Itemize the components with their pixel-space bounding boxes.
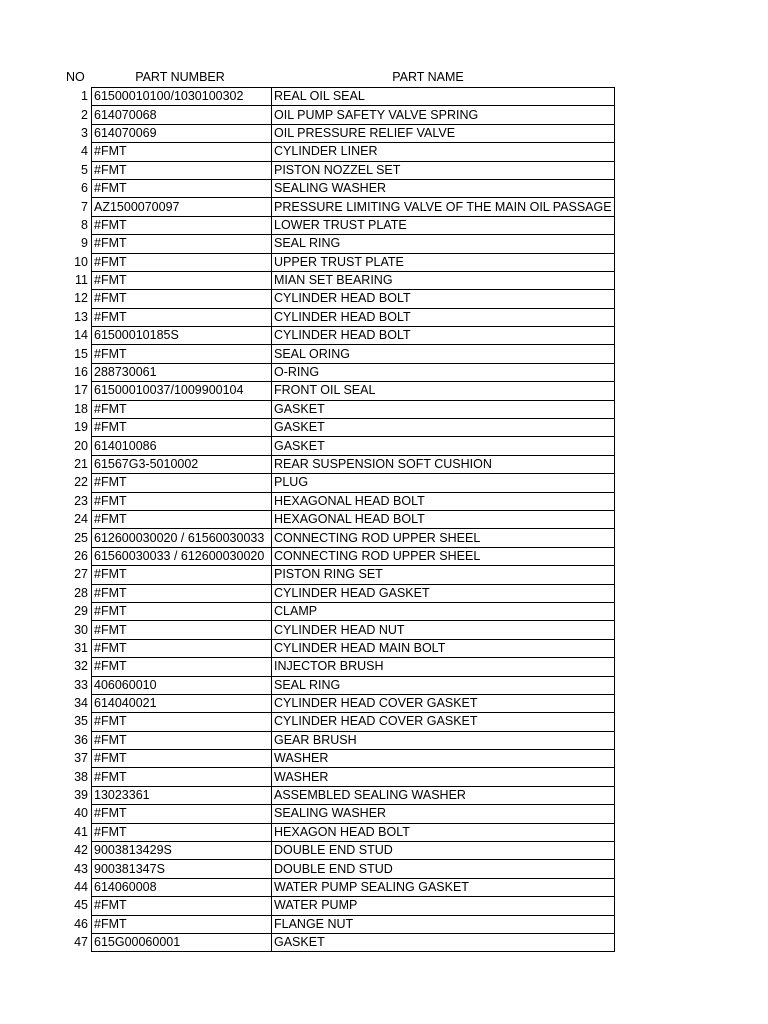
table-row — [60, 566, 614, 584]
table-row — [60, 198, 614, 216]
row-number: 16 — [74, 365, 88, 380]
part-name-cell: INJECTOR BRUSH — [272, 658, 615, 676]
part-number-cell: 614070068 — [92, 106, 272, 124]
row-number: 46 — [74, 916, 88, 931]
table-row — [60, 253, 614, 271]
row-number: 27 — [74, 567, 88, 582]
table-row — [60, 823, 614, 841]
row-number: 43 — [74, 861, 88, 876]
table-row — [60, 933, 614, 951]
table-row — [60, 474, 614, 492]
parts-sheet — [60, 69, 615, 952]
row-number: 21 — [74, 457, 88, 471]
part-name-cell: CONNECTING ROD UPPER SHEEL — [272, 547, 615, 565]
part-number-cell: #FMT — [92, 492, 272, 510]
row-number: 42 — [74, 843, 88, 858]
part-name-cell: O-RING — [272, 363, 615, 381]
part-name-cell: CYLINDER HEAD BOLT — [272, 308, 615, 326]
part-number-cell: #FMT — [92, 474, 272, 492]
table-row — [60, 547, 614, 565]
table-row — [60, 639, 614, 657]
row-number: 40 — [74, 806, 88, 821]
table-row — [60, 529, 614, 547]
table-row — [60, 731, 614, 749]
part-number-cell: #FMT — [92, 915, 272, 933]
part-number-cell: #FMT — [92, 805, 272, 823]
table-row — [60, 492, 614, 510]
part-name-cell: CYLINDER HEAD GASKET — [272, 584, 615, 602]
part-number-cell: #FMT — [92, 235, 272, 253]
part-name-cell: WASHER — [272, 750, 615, 768]
table-row — [60, 419, 614, 437]
part-name-cell: FLANGE NUT — [272, 915, 615, 933]
row-number: 18 — [74, 401, 88, 416]
part-number-cell: #FMT — [92, 179, 272, 197]
part-number-cell: 406060010 — [92, 676, 272, 694]
part-name-cell: LOWER TRUST PLATE — [272, 216, 615, 234]
row-number: 17 — [74, 383, 88, 398]
table-row — [60, 602, 614, 620]
row-number: 45 — [74, 898, 88, 913]
table-row — [60, 363, 614, 381]
row-number: 44 — [74, 879, 88, 894]
part-number-cell: #FMT — [92, 731, 272, 749]
table-row — [60, 805, 614, 823]
table-row — [60, 510, 614, 528]
table-row — [60, 713, 614, 731]
row-number: 35 — [74, 714, 88, 729]
part-number-cell: 61500010185S — [92, 327, 272, 345]
row-number: 7 — [81, 199, 88, 214]
part-number-cell: #FMT — [92, 566, 272, 584]
table-row — [60, 143, 614, 161]
part-number-cell: #FMT — [92, 823, 272, 841]
table-row — [60, 584, 614, 602]
part-number-cell: #FMT — [92, 345, 272, 363]
table-row — [60, 106, 614, 124]
part-name-cell: SEALING WASHER — [272, 179, 615, 197]
part-number-cell: #FMT — [92, 271, 272, 289]
header-no: NO — [66, 70, 85, 84]
row-number: 24 — [74, 512, 88, 527]
table-row — [60, 658, 614, 676]
row-number: 20 — [74, 438, 88, 453]
table-row — [60, 878, 614, 896]
row-number: 41 — [74, 824, 88, 839]
row-number: 4 — [81, 144, 88, 159]
part-name-cell: CYLINDER LINER — [272, 143, 615, 161]
part-name-cell: REAR SUSPENSION SOFT CUSHION — [272, 455, 615, 473]
part-number-cell: #FMT — [92, 400, 272, 418]
table-row — [60, 897, 614, 915]
table-row — [60, 161, 614, 179]
part-number-cell: 615G00060001 — [92, 933, 272, 951]
row-number: 11 — [75, 273, 88, 288]
table-row — [60, 437, 614, 455]
table-row — [60, 382, 614, 400]
part-name-cell: GASKET — [272, 437, 615, 455]
row-number: 36 — [74, 732, 88, 747]
part-name-cell: CONNECTING ROD UPPER SHEEL — [272, 529, 615, 547]
part-number-cell: #FMT — [92, 253, 272, 271]
row-number: 8 — [81, 217, 88, 232]
part-number-cell: #FMT — [92, 658, 272, 676]
table-row — [60, 308, 614, 326]
row-number: 26 — [74, 548, 88, 563]
part-name-cell: WATER PUMP — [272, 897, 615, 915]
table-row — [60, 621, 614, 639]
table-row — [60, 455, 614, 473]
part-number-cell: #FMT — [92, 308, 272, 326]
row-number: 3 — [81, 125, 88, 140]
part-number-cell: #FMT — [92, 621, 272, 639]
table-row — [60, 345, 614, 363]
row-number: 38 — [74, 769, 88, 784]
table-row — [60, 400, 614, 418]
part-name-cell: GEAR BRUSH — [272, 731, 615, 749]
part-number-cell: #FMT — [92, 639, 272, 657]
part-name-cell: UPPER TRUST PLATE — [272, 253, 615, 271]
part-name-cell: CYLINDER HEAD NUT — [272, 621, 615, 639]
table-row — [60, 915, 614, 933]
part-number-cell: 614040021 — [92, 694, 272, 712]
part-name-cell: CYLINDER HEAD MAIN BOLT — [272, 639, 615, 657]
row-number: 25 — [74, 530, 88, 545]
part-name-cell: REAL OIL SEAL — [272, 88, 615, 106]
part-name-cell: HEXAGONAL HEAD BOLT — [272, 510, 615, 528]
row-number: 1 — [81, 89, 88, 104]
part-number-cell: #FMT — [92, 584, 272, 602]
row-number: 14 — [74, 328, 88, 343]
part-name-cell: GASKET — [272, 400, 615, 418]
part-number-cell: 614070069 — [92, 124, 272, 142]
part-number-cell: #FMT — [92, 750, 272, 768]
part-name-cell: OIL PUMP SAFETY VALVE SPRING — [272, 106, 615, 124]
row-number: 2 — [81, 107, 88, 122]
part-number-cell: 9003813429S — [92, 842, 272, 860]
row-number: 37 — [74, 751, 88, 766]
table-row — [60, 124, 614, 142]
part-number-cell: #FMT — [92, 602, 272, 620]
part-name-cell: PISTON RING SET — [272, 566, 615, 584]
part-number-cell: 288730061 — [92, 363, 272, 381]
part-number-cell: #FMT — [92, 143, 272, 161]
row-number: 5 — [81, 162, 88, 177]
part-number-cell: 61567G3-5010002 — [92, 455, 272, 473]
part-number-cell: #FMT — [92, 897, 272, 915]
part-name-cell: DOUBLE END STUD — [272, 860, 615, 878]
parts-table — [60, 87, 615, 952]
row-number: 12 — [74, 291, 88, 306]
part-number-cell: #FMT — [92, 510, 272, 528]
part-name-cell: GASKET — [272, 933, 615, 951]
row-number: 28 — [74, 585, 88, 600]
row-number: 29 — [74, 604, 88, 619]
row-number: 15 — [74, 346, 88, 361]
part-number-cell: #FMT — [92, 713, 272, 731]
table-row — [60, 216, 614, 234]
part-name-cell: CYLINDER HEAD COVER GASKET — [272, 713, 615, 731]
row-number: 19 — [74, 420, 88, 435]
table-row — [60, 676, 614, 694]
row-number: 31 — [74, 640, 88, 655]
table-row — [60, 88, 614, 106]
part-number-cell: #FMT — [92, 768, 272, 786]
row-number: 6 — [81, 181, 88, 196]
part-name-cell: MIAN SET BEARING — [272, 271, 615, 289]
part-number-cell: #FMT — [92, 290, 272, 308]
part-name-cell: CLAMP — [272, 602, 615, 620]
row-number: 13 — [74, 309, 88, 324]
row-number: 47 — [74, 935, 88, 950]
part-name-cell: PISTON NOZZEL SET — [272, 161, 615, 179]
table-row — [60, 842, 614, 860]
row-number: 22 — [74, 475, 88, 490]
part-name-cell: OIL PRESSURE RELIEF VALVE — [272, 124, 615, 142]
table-row — [60, 750, 614, 768]
part-number-cell: 614060008 — [92, 878, 272, 896]
part-number-cell: 61560030033 / 612600030020 — [92, 547, 272, 565]
part-name-cell: FRONT OIL SEAL — [272, 382, 615, 400]
part-name-cell: SEAL RING — [272, 676, 615, 694]
part-name-cell: WATER PUMP SEALING GASKET — [272, 878, 615, 896]
part-name-cell: PRESSURE LIMITING VALVE OF THE MAIN OIL PASSAGE — [272, 198, 615, 216]
part-number-cell: 614010086 — [92, 437, 272, 455]
part-number-cell: #FMT — [92, 419, 272, 437]
part-number-cell: 61500010037/1009900104 — [92, 382, 272, 400]
table-row — [60, 290, 614, 308]
table-row — [60, 179, 614, 197]
part-number-cell: 612600030020 / 61560030033 — [92, 529, 272, 547]
header-row — [60, 69, 615, 87]
part-name-cell: ASSEMBLED SEALING WASHER — [272, 786, 615, 804]
part-name-cell: PLUG — [272, 474, 615, 492]
table-row — [60, 786, 614, 804]
table-row — [60, 860, 614, 878]
part-name-cell: CYLINDER HEAD BOLT — [272, 290, 615, 308]
row-number: 30 — [74, 622, 88, 637]
part-number-cell: 13023361 — [92, 786, 272, 804]
row-number: 33 — [74, 677, 88, 692]
part-name-cell: SEALING WASHER — [272, 805, 615, 823]
part-name-cell: DOUBLE END STUD — [272, 842, 615, 860]
part-name-cell: HEXAGON HEAD BOLT — [272, 823, 615, 841]
row-number: 39 — [74, 788, 88, 803]
header-part-name: PART NAME — [392, 70, 464, 84]
part-number-cell: 61500010100/1030100302 — [92, 88, 272, 106]
part-name-cell: SEAL ORING — [272, 345, 615, 363]
part-name-cell: WASHER — [272, 768, 615, 786]
row-number: 9 — [81, 236, 88, 251]
part-number-cell: 900381347S — [92, 860, 272, 878]
part-number-cell: #FMT — [92, 216, 272, 234]
row-number: 34 — [74, 696, 88, 711]
part-name-cell: CYLINDER HEAD BOLT — [272, 327, 615, 345]
header-part-number: PART NUMBER — [135, 70, 225, 84]
table-row — [60, 271, 614, 289]
part-name-cell: HEXAGONAL HEAD BOLT — [272, 492, 615, 510]
table-row — [60, 694, 614, 712]
part-name-cell: SEAL RING — [272, 235, 615, 253]
table-row — [60, 235, 614, 253]
row-number: 10 — [74, 254, 88, 269]
row-number: 32 — [74, 659, 88, 674]
part-number-cell: #FMT — [92, 161, 272, 179]
part-number-cell: AZ1500070097 — [92, 198, 272, 216]
row-number: 23 — [74, 493, 88, 508]
table-row — [60, 768, 614, 786]
table-row — [60, 327, 614, 345]
part-name-cell: CYLINDER HEAD COVER GASKET — [272, 694, 615, 712]
part-name-cell: GASKET — [272, 419, 615, 437]
